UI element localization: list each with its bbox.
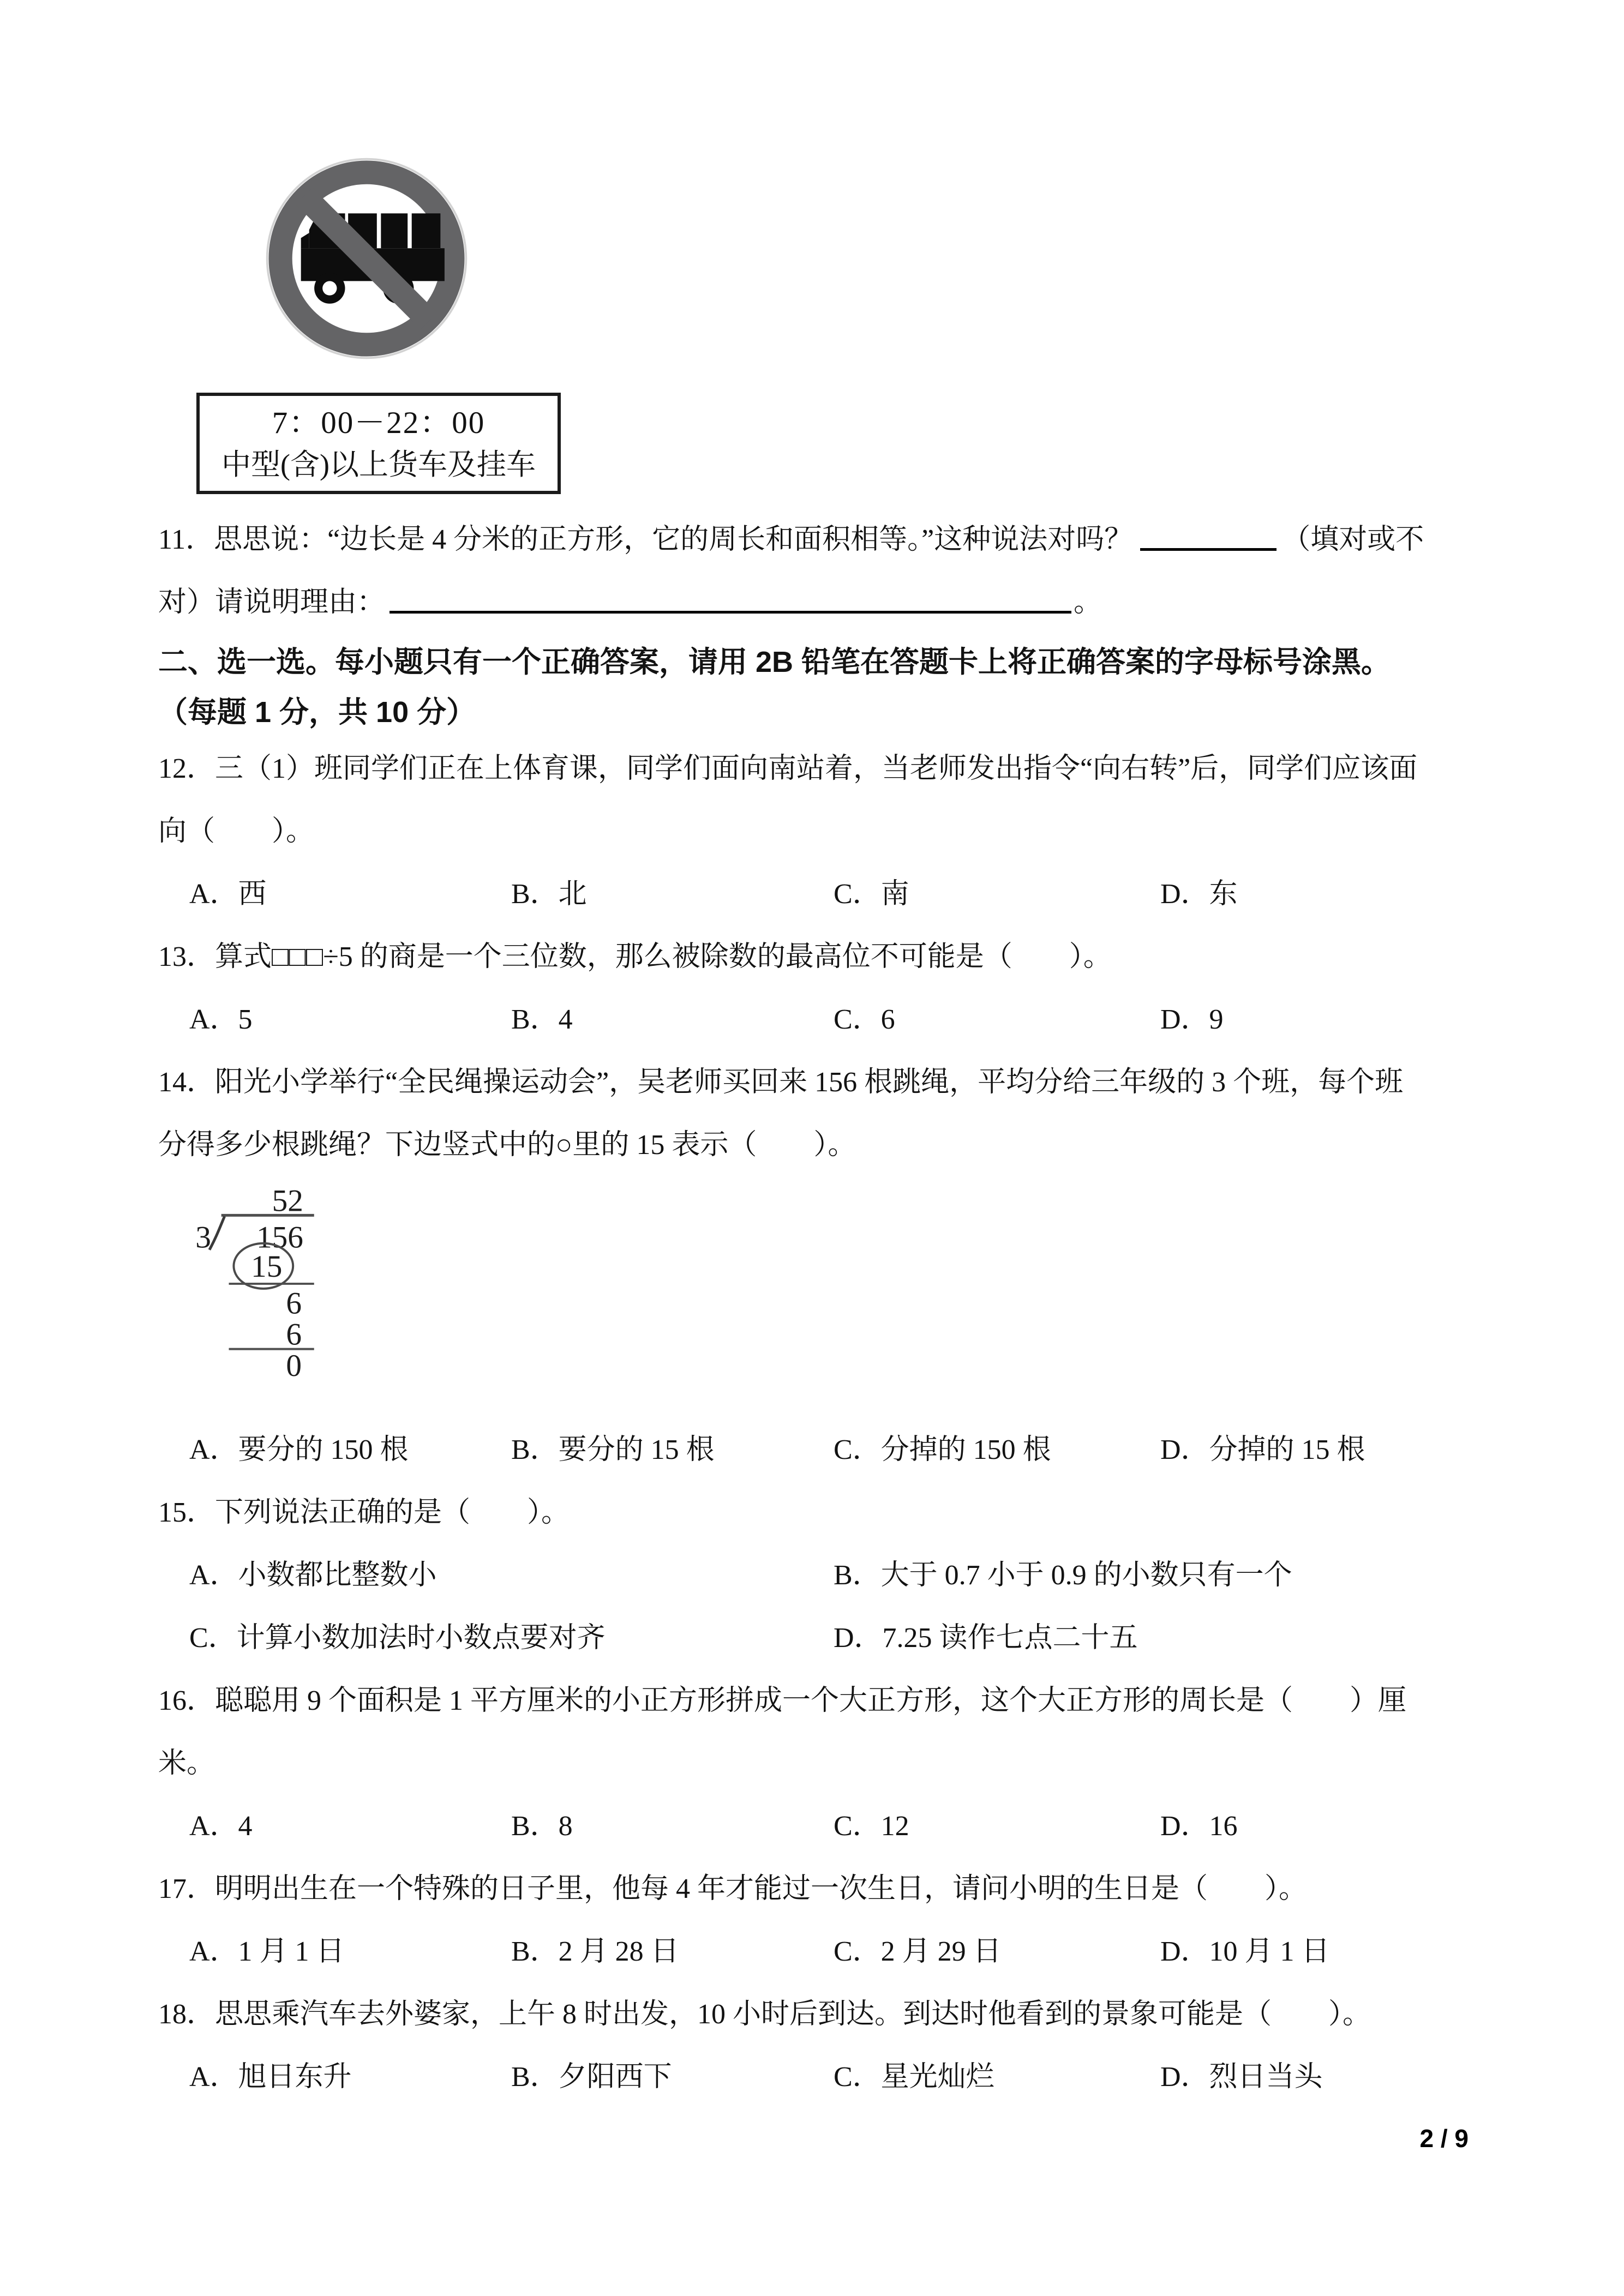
sign-time-range: 7：00－22：00 bbox=[272, 406, 486, 440]
question-14-line2: 分得多少根跳绳？下边竖式中的○里的 15 表示（ ）。 bbox=[158, 1129, 856, 1161]
division-quotient: 52 bbox=[272, 1184, 303, 1218]
option-12-c: C．南 bbox=[834, 879, 909, 910]
question-14-options-row bbox=[158, 1419, 1478, 1481]
option-17-c: C．2 月 29 日 bbox=[834, 1936, 1002, 1967]
division-difference1: 6 bbox=[286, 1286, 302, 1321]
option-13-b: B．4 bbox=[511, 1004, 573, 1035]
option-15-d: D．7.25 读作七点二十五 bbox=[834, 1622, 1138, 1654]
option-17-d: D．10 月 1 日 bbox=[1160, 1936, 1330, 1967]
division-dividend: 156 bbox=[256, 1220, 303, 1255]
option-18-d: D．烈日当头 bbox=[1160, 2061, 1323, 2093]
division-subtracted1: 15 bbox=[251, 1249, 283, 1284]
option-12-d: D．东 bbox=[1160, 879, 1238, 910]
question-12-options-row bbox=[158, 863, 1478, 925]
option-18-c: C．星光灿烂 bbox=[834, 2061, 994, 2093]
option-14-d: D．分掉的 15 根 bbox=[1160, 1434, 1365, 1465]
no-trucks-sign bbox=[264, 156, 469, 361]
question10-sign-figure bbox=[158, 156, 1478, 494]
question-16-line1: 16．聪聪用 9 个面积是 1 平方厘米的小正方形拼成一个大正方形，这个大正方形的周长是（ ）厘 bbox=[158, 1685, 1407, 1716]
sign-vehicle-text: 中型(含)以上货车及挂车 bbox=[221, 448, 536, 481]
long-division-diagram bbox=[188, 1184, 319, 1378]
question-12-line2: 向（ ）。 bbox=[158, 816, 315, 847]
question-17-line1: 17．明明出生在一个特殊的日子里，他每 4 年才能过一次生日，请问小明的生日是（ ）。 bbox=[158, 1873, 1308, 1904]
question-14-line1: 14．阳光小学举行“全民绳操运动会”，吴老师买回来 156 根跳绳，平均分给三年级的 3 个班，每个班 bbox=[158, 1067, 1404, 1098]
option-13-d: D．9 bbox=[1160, 1004, 1224, 1035]
option-14-b: B．要分的 15 根 bbox=[511, 1434, 715, 1465]
division-divisor: 3 bbox=[195, 1220, 211, 1255]
option-12-a: A．西 bbox=[189, 879, 267, 910]
question-13-line1: 13．算式□□□÷5 的商是一个三位数，那么被除数的最高位不可能是（ ）。 bbox=[158, 941, 1112, 972]
option-16-a: A．4 bbox=[189, 1811, 253, 1842]
option-18-b: B．夕阳西下 bbox=[511, 2061, 672, 2093]
page-number: 2 / 9 bbox=[1419, 2124, 1469, 2153]
question-18-line1: 18．思思乘汽车去外婆家，上午 8 时出发，10 小时后到达。到达时他看到的景象可能是（ ）。 bbox=[158, 1999, 1371, 2030]
question-15-options-row1 bbox=[158, 1544, 1478, 1607]
option-13-a: A．5 bbox=[189, 1004, 253, 1035]
section-2-header-line2: （每题 1 分，共 10 分） bbox=[158, 696, 476, 729]
option-15-a: A．小数都比整数小 bbox=[189, 1560, 437, 1591]
question-11-line2-text: 对）请说明理由： bbox=[158, 587, 386, 618]
option-15-b: B．大于 0.7 小于 0.9 的小数只有一个 bbox=[834, 1560, 1292, 1591]
section-2-header bbox=[158, 637, 1478, 737]
no-trucks-sign-icon bbox=[264, 156, 469, 361]
division-remainder: 0 bbox=[286, 1349, 302, 1378]
question-15-options-row2 bbox=[158, 1607, 1478, 1669]
question-11-line1-tail: （填对或不 bbox=[1282, 524, 1424, 555]
question-17-options-row bbox=[158, 1920, 1478, 1983]
section-2-header-line1: 二、选一选。每小题只有一个正确答案，请用 2B 铅笔在答题卡上将正确答案的字母标号涂黑。 bbox=[158, 646, 1391, 678]
option-17-b: B．2 月 28 日 bbox=[511, 1936, 679, 1967]
answer-blank-q11-1 bbox=[1140, 548, 1277, 551]
option-14-a: A．要分的 150 根 bbox=[189, 1434, 409, 1465]
answer-blank-q11-2 bbox=[389, 611, 1071, 614]
option-15-c: C．计算小数加法时小数点要对齐 bbox=[189, 1622, 606, 1654]
option-17-a: A．1 月 1 日 bbox=[189, 1936, 345, 1967]
option-16-d: D．16 bbox=[1160, 1811, 1238, 1842]
option-14-c: C．分掉的 150 根 bbox=[834, 1434, 1051, 1465]
option-16-b: B．8 bbox=[511, 1811, 573, 1842]
question-11-text: 11．思思说：“边长是 4 分米的正方形，它的周长和面积相等。”这种说法对吗？ bbox=[158, 524, 1133, 555]
division-bracket-slash bbox=[209, 1216, 225, 1249]
question-11-line2-tail: 。 bbox=[1074, 587, 1102, 618]
question-11-line1 bbox=[158, 508, 1478, 571]
option-12-b: B．北 bbox=[511, 879, 587, 910]
sign-time-plate bbox=[196, 393, 561, 494]
question-13-options-row bbox=[158, 988, 1478, 1051]
option-16-c: C．12 bbox=[834, 1811, 909, 1842]
question-18-options-row bbox=[158, 2046, 1478, 2108]
option-13-c: C．6 bbox=[834, 1004, 895, 1035]
question-11-line2 bbox=[158, 571, 1478, 634]
question-16-options-row bbox=[158, 1795, 1478, 1858]
question-16-line2: 米。 bbox=[158, 1748, 215, 1779]
question-12-line1: 12．三（1）班同学们正在上体育课，同学们面向南站着，当老师发出指令“向右转”后，同学们应该面 bbox=[158, 753, 1418, 784]
option-18-a: A．旭日东升 bbox=[189, 2061, 352, 2093]
division-subtracted2: 6 bbox=[286, 1317, 302, 1352]
question-15-line1: 15．下列说法正确的是（ ）。 bbox=[158, 1497, 570, 1528]
